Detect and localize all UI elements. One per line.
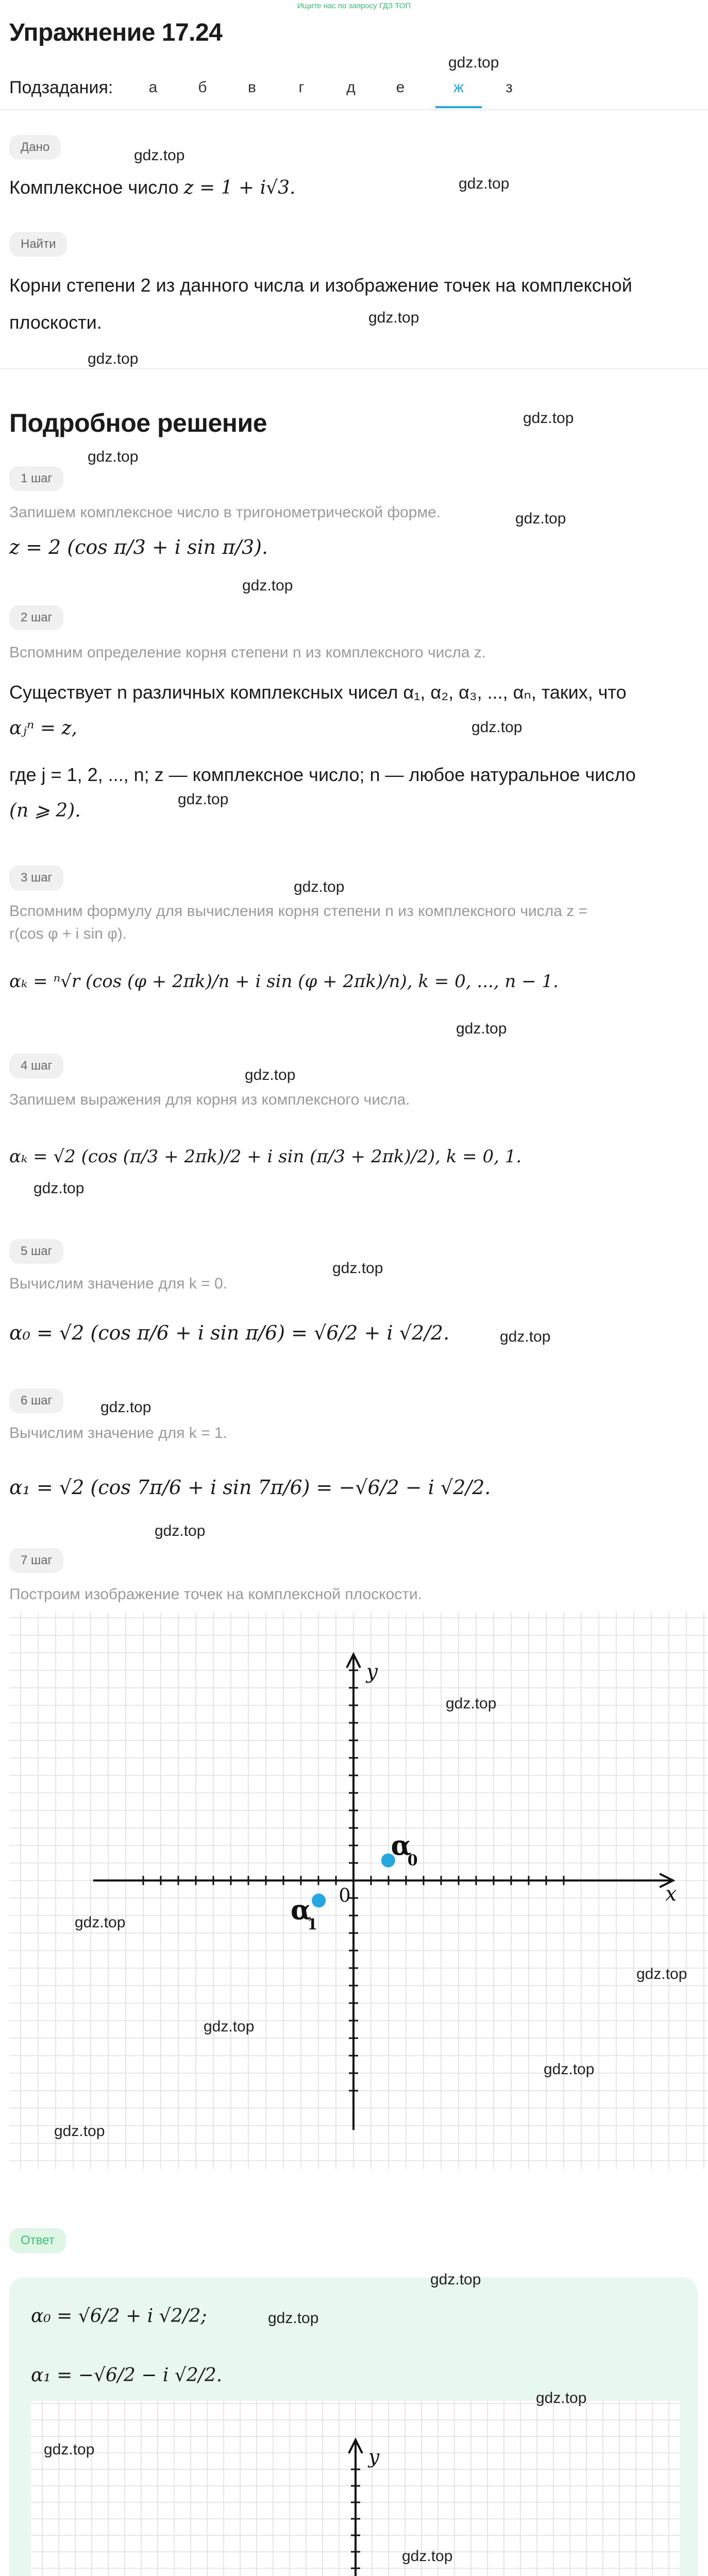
step-5-formula: α₀ = √2 (cos π/6 + i sin π/6) = √6/2 + i √2/2. (9, 1321, 450, 1344)
point-alpha-1 (312, 1893, 326, 1907)
step-3-formula: αₖ = ⁿ√r (cos (φ + 2πk)/n + i sin (φ + 2πk)/n), k = 0, ..., n − 1. (9, 971, 559, 992)
watermark: gdz.top (245, 1066, 296, 1083)
answer-line-2: α₁ = −√6/2 − i √2/2. (31, 2365, 223, 2386)
watermark: gdz.top (368, 309, 419, 326)
step-2-line-2: αⱼⁿ = z, (9, 718, 77, 739)
subtask-tab-v[interactable]: в (248, 79, 256, 96)
step-4-chip: 4 шаг (9, 1054, 63, 1078)
step-5-note: Вычислим значение для k = 0. (9, 1275, 227, 1292)
top-banner[interactable]: Ищите нас по запросу ГДЗ ТОП (297, 2, 411, 10)
watermark: gdz.top (459, 175, 510, 192)
subtask-tab-e[interactable]: е (396, 79, 405, 96)
watermark: gdz.top (178, 791, 229, 808)
given-chip: Дано (9, 135, 61, 160)
answer-chip: Ответ (9, 2228, 66, 2253)
step-3-note-2: r(cos φ + i sin φ). (9, 925, 127, 942)
watermark: gdz.top (294, 878, 345, 895)
watermark: gdz.top (242, 577, 293, 594)
watermark: gdz.top (134, 147, 185, 164)
watermark: gdz.top (88, 448, 139, 465)
divider (0, 109, 708, 110)
divider (0, 368, 708, 369)
answer-complex-plane-plot (31, 2401, 680, 2576)
step-7-chip: 7 шаг (9, 1548, 63, 1573)
watermark: gdz.top (500, 1328, 551, 1345)
step-6-chip: 6 шаг (9, 1388, 63, 1413)
watermark: gdz.top (88, 350, 139, 367)
subtask-tab-g[interactable]: г (298, 79, 305, 96)
subtask-tab-z[interactable]: з (505, 79, 513, 96)
point-label-subscript: 0 (407, 1851, 418, 1869)
watermark: gdz.top (332, 1260, 383, 1277)
step-2-note: Вспомним определение корня степени n из комплексного числа z. (9, 644, 486, 661)
y-axis-label: y (366, 1660, 378, 1684)
subtask-tab-a[interactable]: а (148, 79, 158, 96)
watermark: gdz.top (471, 719, 522, 736)
step-2-line-3: где j = 1, 2, ..., n; z — комплексное число; n — любое натуральное число (9, 764, 636, 785)
grid (9, 1613, 708, 2169)
step-1-formula: z = 2 (cos π/3 + i sin π/3). (9, 536, 268, 558)
step-5-chip: 5 шаг (9, 1239, 63, 1264)
point-label-alpha-0: α (391, 1830, 412, 1862)
watermark: gdz.top (33, 1180, 85, 1197)
answer-complex-plane-svg (31, 2401, 680, 2576)
watermark: gdz.top (204, 2018, 255, 2035)
step-4-formula: αₖ = √2 (cos (π/3 + 2πk)/2 + i sin (π/3 + 2πk)/2), k = 0, 1. (9, 1146, 522, 1167)
watermark: gdz.top (54, 2123, 105, 2140)
complex-plane-plot (9, 1613, 708, 2169)
active-tab-indicator (435, 106, 482, 108)
step-1-note: Запишем комплексное число в тригонометрической форме. (9, 504, 441, 521)
watermark: gdz.top (402, 2548, 453, 2565)
watermark: gdz.top (75, 1914, 126, 1931)
watermark: gdz.top (430, 2271, 481, 2288)
complex-plane-svg (9, 1613, 708, 2169)
step-2-line-4: (n ⩾ 2). (9, 800, 81, 821)
given-text (9, 170, 295, 206)
watermark: gdz.top (536, 2389, 587, 2406)
step-7-note: Построим изображение точек на комплексной плоскости. (9, 1586, 423, 1603)
watermark: gdz.top (44, 2441, 95, 2458)
subtask-tab-zh[interactable]: ж (453, 79, 464, 96)
step-2-line-1: Существует n различных комплексных чисел α₁, α₂, α₃, ..., αₙ, таких, что (9, 682, 627, 703)
subtasks-label: Подзадания: (9, 78, 113, 97)
subtask-tab-b[interactable]: б (198, 79, 207, 96)
watermark: gdz.top (268, 2310, 319, 2327)
find-line-1: Корни степени 2 из данного числа и изображение точек на комплексной (9, 275, 632, 296)
step-3-chip: 3 шаг (9, 866, 63, 890)
given-formula: z = 1 + i√3. (183, 177, 296, 198)
answer-line-1: α₀ = √6/2 + i √2/2; (31, 2306, 207, 2327)
watermark: gdz.top (544, 2061, 595, 2078)
subtask-tab-d[interactable]: д (346, 79, 356, 96)
given-text-prefix: Комплексное число (9, 177, 179, 198)
step-4-note: Запишем выражения для корня из комплексного числа. (9, 1091, 410, 1108)
watermark: gdz.top (636, 1965, 687, 1982)
point-label-subscript: 1 (307, 1916, 318, 1934)
y-axis-label: y (368, 2445, 380, 2468)
watermark: gdz.top (155, 1522, 206, 1539)
find-chip: Найти (9, 232, 67, 257)
watermark: gdz.top (456, 1020, 507, 1037)
watermark: gdz.top (523, 410, 574, 427)
page-title: Упражнение 17.24 (9, 19, 223, 46)
find-line-2: плоскости. (9, 312, 102, 333)
step-6-note: Вычислим значение для k = 1. (9, 1425, 227, 1442)
step-6-formula: α₁ = √2 (cos 7π/6 + i sin 7π/6) = −√6/2 − i √2/2. (9, 1476, 491, 1499)
point-label-alpha-1: α (291, 1894, 312, 1926)
watermark: gdz.top (100, 1399, 151, 1416)
watermark: gdz.top (446, 1695, 497, 1712)
x-axis-label: x (665, 1883, 677, 1906)
solution-heading: Подробное решение (9, 409, 267, 437)
step-3-note-1: Вспомним формулу для вычисления корня степени n из комплексного числа z = (9, 903, 588, 920)
step-2-chip: 2 шаг (9, 605, 63, 630)
watermark: gdz.top (515, 510, 566, 527)
origin-label: 0 (339, 1884, 351, 1907)
step-1-chip: 1 шаг (9, 466, 63, 491)
watermark: gdz.top (448, 54, 499, 71)
